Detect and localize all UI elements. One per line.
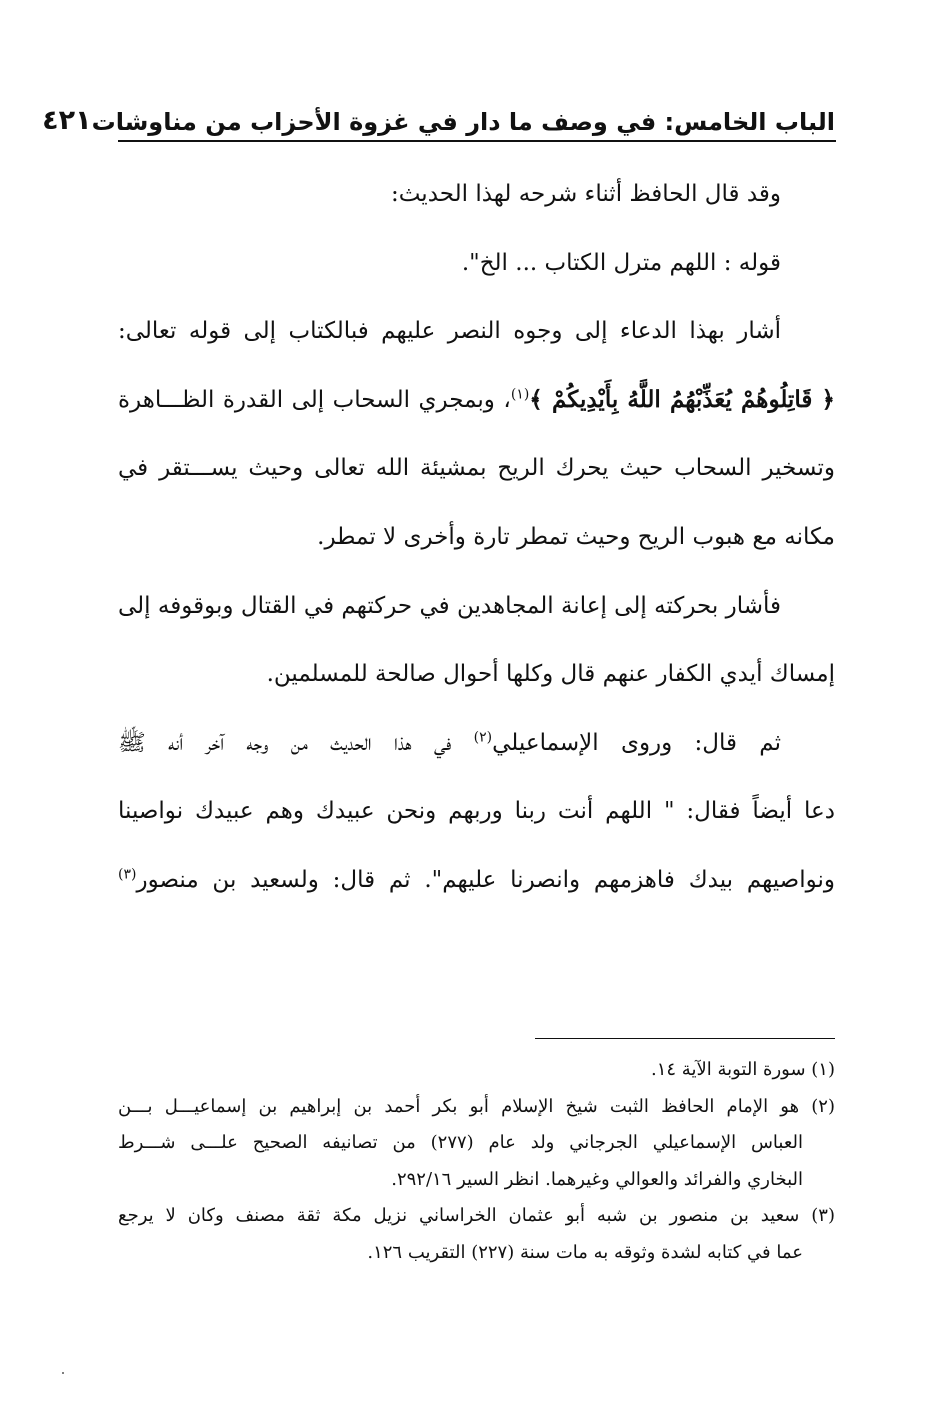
footnote-2-line: البخاري والفرائد والعوالي وغيرهما. انظر السير ٢٩٢/١٦.: [391, 1168, 803, 1190]
text-line: إمساك أيدي الكفار عنهم قال وكلها أحوال صالحة للمسلمين.: [266, 661, 835, 688]
scan-speck: [62, 1372, 64, 1374]
page-number: ٤٢١: [42, 105, 92, 136]
text-line: أشار بهذا الدعاء إلى وجوه النصر عليهم فبالكتاب إلى قوله تعالى:: [118, 318, 781, 345]
text-line: وقد قال الحافظ أثناء شرحه لهذا الحديث:: [390, 181, 781, 207]
footnotes: [118, 1052, 835, 1271]
footnote-ref-2: (٢): [473, 729, 493, 746]
text-line: [118, 709, 835, 778]
text-segment: ثم قال: وروى الإسماعيلي: [492, 729, 781, 756]
quran-verse: ﴿ قَاتِلُوهُمْ يُعَذِّبْهُمُ اللَّهُ بِأَيْدِيكُمْ ﴾: [529, 385, 835, 413]
text-segment: ، وبمجري السحاب إلى القدرة الظـــاهرة: [118, 386, 511, 413]
footnote-separator: [535, 1038, 835, 1039]
footnote-ref-1: (١): [510, 386, 530, 403]
header-rule: [118, 140, 836, 142]
footnote-2-line: العباس الإسماعيلي الجرجاني ولد عام (٢٧٧) من تصانيفه الصحيح علـــى شـــرط: [118, 1132, 803, 1153]
footnote-3-line: (٣) سعيد بن منصور بن شبه أبو عثمان الخراساني نزيل مكة ثقة مصنف وكان لا يرجع: [118, 1205, 835, 1226]
text-line: [118, 366, 835, 435]
text-line: وتسخير السحاب حيث يحرك الريح بمشيئة الله تعالى وحيث يســـتقر في: [118, 455, 835, 482]
text-line: فأشار بحركته إلى إعانة المجاهدين في حركتهم في القتال وبوقوفه إلى: [118, 592, 781, 619]
text-line: قوله : اللهم مترل الكتاب ... الخ".: [461, 249, 781, 276]
footnote-ref-3: (٣): [118, 866, 137, 883]
text-line: دعا أيضاً فقال: " اللهم أنت ربنا وربهم ونحن عبيدك وهم عبيدك نواصينا: [118, 798, 835, 825]
main-text: [118, 160, 835, 915]
chapter-title: الباب الخامس: في وصف ما دار في غزوة الأحزاب من مناوشات: [91, 108, 835, 136]
running-header: [42, 92, 835, 136]
footnote-1: (١) سورة التوبة الآية ١٤.: [651, 1059, 835, 1080]
text-line: مكانه مع هبوب الريح وحيث تمطر تارة وأخرى لا تمطر.: [317, 523, 835, 550]
footnote-3-line: عما في كتابه لشدة وثوقه به مات سنة (٢٢٧) التقريب ١٢٦.: [367, 1241, 803, 1263]
text-segment: في هذا الحديث من وجه آخر أنه ﷺ: [118, 729, 474, 756]
footnote-2-line: (٢) هو الإمام الحافظ الثبت شيخ الإسلام أبو بكر أحمد بن إبراهيم بن إسماعيـــل بـــن: [118, 1095, 835, 1117]
text-segment: ونواصيهم بيدك فاهزمهم وانصرنا عليهم". ثم قال: ولسعيد بن منصور: [136, 866, 835, 893]
text-line: [118, 846, 835, 915]
